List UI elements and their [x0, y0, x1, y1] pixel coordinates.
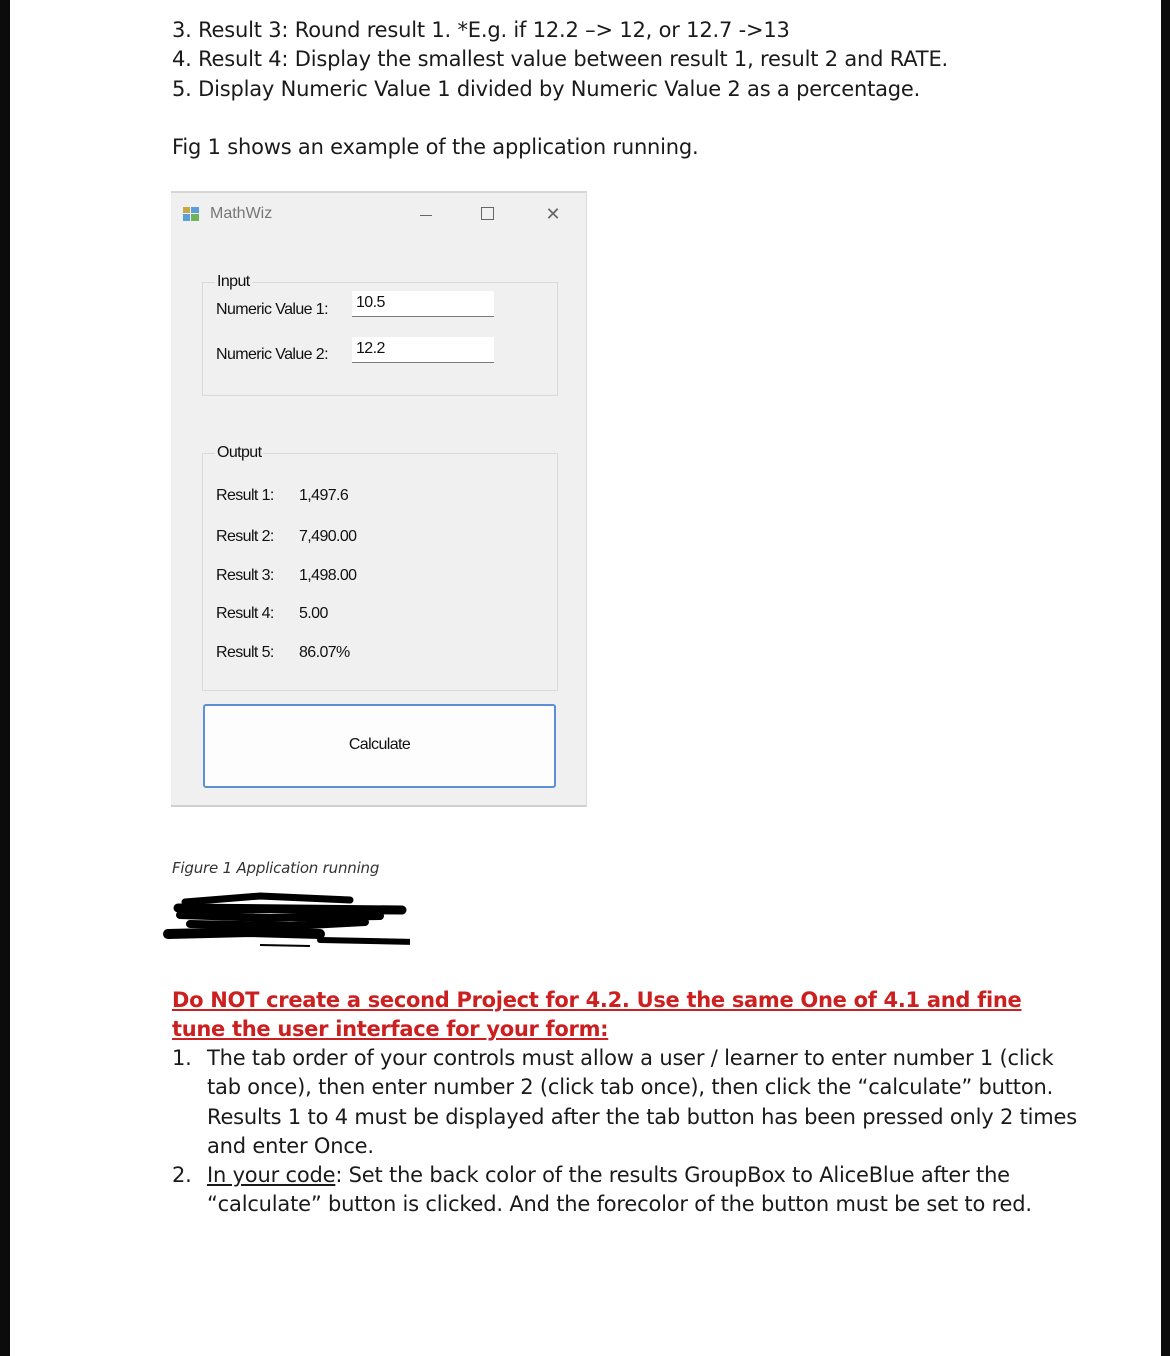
maximize-icon — [481, 207, 494, 220]
result-2-value: 7,490.00 — [299, 528, 357, 545]
result-4-label: Result 4: — [216, 605, 274, 622]
instruction-heading-line-2: tune the user interface for your form: — [172, 1017, 609, 1041]
window-title: MathWiz — [210, 205, 273, 222]
minimize-button[interactable] — [411, 199, 441, 229]
result-3-value: 1,498.00 — [299, 567, 357, 584]
doc-line-result4: 4. Result 4: Display the smallest value between result 1, result 2 and RATE. — [172, 47, 948, 71]
minimize-icon — [420, 215, 432, 216]
output-groupbox — [202, 444, 558, 691]
instruction-heading-line-1: Do NOT create a second Project for 4.2. Use the same One of 4.1 and fine — [172, 988, 1022, 1012]
result-5-value: 86.07% — [299, 644, 350, 661]
item-2-prefix: In your code — [207, 1163, 336, 1187]
app-icon — [183, 207, 199, 221]
item-2-line-2: “calculate” button is clicked. And the forecolor of the button must be set to red. — [207, 1192, 1032, 1216]
doc-line-result5: 5. Display Numeric Value 1 divided by Numeric Value 2 as a percentage. — [172, 77, 921, 101]
figure-caption: Figure 1 Application running — [172, 859, 380, 877]
result-1-value: 1,497.6 — [299, 487, 349, 504]
item-2-line-1 — [207, 1163, 1010, 1187]
mathwiz-window — [171, 191, 587, 807]
item-1-line-3: Results 1 to 4 must be displayed after the tab button has been pressed only 2 times — [207, 1105, 1078, 1129]
output-group-legend: Output — [217, 444, 262, 461]
numeric-value-1-label: Numeric Value 1: — [216, 301, 328, 318]
close-icon: ✕ — [545, 204, 561, 224]
input-group-legend: Input — [217, 273, 250, 290]
numeric-value-2-input[interactable]: 12.2 — [352, 337, 494, 363]
result-2-label: Result 2: — [216, 528, 274, 545]
numeric-value-1-input[interactable]: 10.5 — [352, 291, 494, 317]
item-2-number: 2. — [172, 1163, 192, 1187]
input-groupbox — [202, 273, 558, 396]
item-1-number: 1. — [172, 1046, 192, 1070]
calculate-button[interactable]: Calculate — [203, 704, 556, 788]
item-1-line-2: tab once), then enter number 2 (click tab once), then click the “calculate” button. — [207, 1075, 1054, 1099]
result-1-label: Result 1: — [216, 487, 274, 504]
maximize-button[interactable] — [473, 199, 503, 229]
result-4-value: 5.00 — [299, 605, 328, 622]
item-1-line-1: The tab order of your controls must allow a user / learner to enter number 1 (click — [207, 1046, 1054, 1070]
item-2-line-1-rest: : Set the back color of the results GroupBox to AliceBlue after the — [335, 1163, 1010, 1187]
close-button[interactable] — [538, 199, 568, 229]
result-3-label: Result 3: — [216, 567, 274, 584]
redaction-scribble — [150, 888, 410, 958]
result-5-label: Result 5: — [216, 644, 274, 661]
title-bar — [171, 193, 586, 237]
item-1-line-4: and enter Once. — [207, 1134, 374, 1158]
numeric-value-2-label: Numeric Value 2: — [216, 346, 328, 363]
doc-line-fig-intro: Fig 1 shows an example of the application running. — [172, 135, 699, 159]
doc-line-result3: 3. Result 3: Round result 1. *E.g. if 12.2 –> 12, or 12.7 ->13 — [172, 18, 790, 42]
